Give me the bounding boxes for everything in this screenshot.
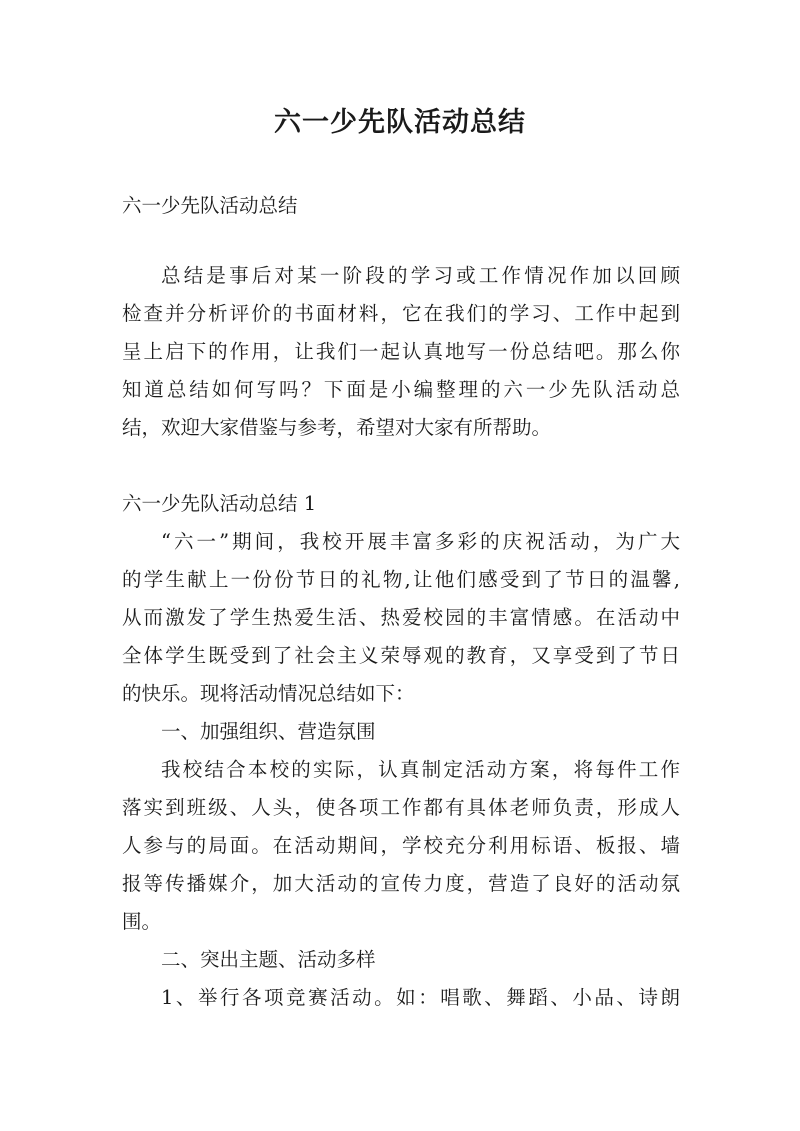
document-subtitle: 六一少先队活动总结: [122, 194, 298, 217]
paragraph-line: 从而激发了学生热爱生活、热爱校园的丰富情感。在活动中: [122, 606, 680, 629]
subheading: 二、突出主题、活动多样: [161, 948, 376, 971]
paragraph-line: 全体学生既受到了社会主义荣辱观的教育，又享受到了节日: [122, 644, 680, 667]
section-heading: 六一少先队活动总结 1: [122, 492, 317, 515]
intro-line: 检查并分析评价的书面材料，它在我们的学习、工作中起到: [122, 302, 680, 325]
paragraph-line: 围。: [122, 910, 162, 933]
intro-line: 呈上启下的作用，让我们一起认真地写一份总结吧。那么你: [122, 340, 680, 363]
paragraph-line: 落实到班级、人头，使各项工作都有具体老师负责，形成人: [122, 796, 680, 819]
intro-line: 知道总结如何写吗？下面是小编整理的六一少先队活动总: [122, 378, 680, 401]
paragraph-line: 我校结合本校的实际，认真制定活动方案，将每件工作: [161, 758, 680, 781]
paragraph-line: 人参与的局面。在活动期间，学校充分利用标语、板报、墙: [122, 834, 680, 857]
intro-line: 结，欢迎大家借鉴与参考，希望对大家有所帮助。: [122, 416, 552, 439]
paragraph-line: 1、举行各项竞赛活动。如：唱歌、舞蹈、小品、诗朗: [161, 986, 680, 1009]
paragraph-line: 报等传播媒介，加大活动的宣传力度，营造了良好的活动氛: [122, 872, 680, 895]
paragraph-line: 的快乐。现将活动情况总结如下：: [122, 682, 415, 705]
document-title: 六一少先队活动总结: [274, 107, 526, 138]
intro-line: 总结是事后对某一阶段的学习或工作情况作加以回顾: [161, 264, 680, 287]
paragraph-line: “六一”期间，我校开展丰富多彩的庆祝活动，为广大: [161, 530, 680, 553]
subheading: 一、加强组织、营造氛围: [161, 720, 376, 743]
paragraph-line: 的学生献上一份份节日的礼物,让他们感受到了节日的温馨,: [122, 568, 680, 591]
